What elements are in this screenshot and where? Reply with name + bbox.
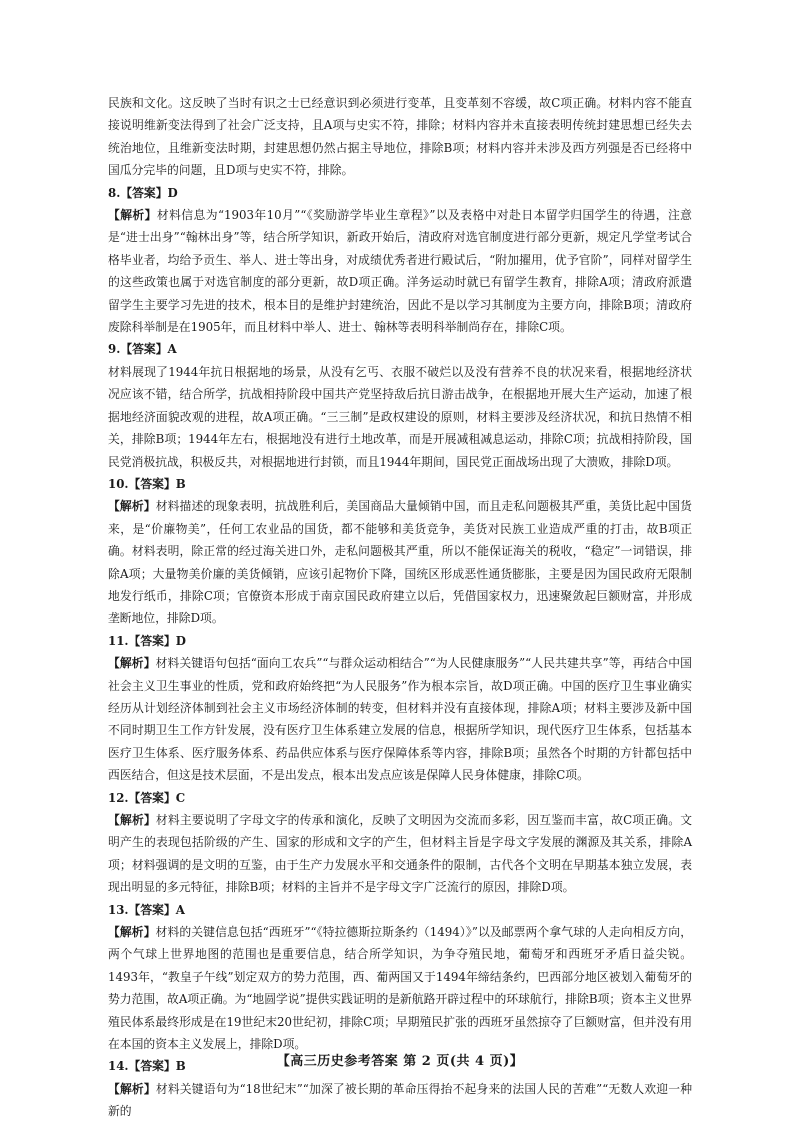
analysis-tag: 【解析】 — [108, 813, 156, 827]
answer-line — [108, 338, 692, 360]
answer-letter: D — [175, 633, 186, 648]
answer-items — [108, 182, 692, 1123]
analysis-text: 材料关键语句包括“面向工农兵”“与群众运动相结合”“为人民健康服务”“人民共建共享”等，再结合中国社会主义卫生事业的性质，党和政府始终把“为人民服务”作为根本宗旨，故D项正确。中国的医疗卫生事业确实经历从计划经济体制到社会主义市场经济体制的转变，但材料并没有直接体现，排除A项；材料主要涉及新中国不同时期卫生工作方针发展，没有医疗卫生体系建立发展的信息，根据所学知识，现代医疗卫生体系，包括基本医疗卫生体系、医疗服务体系、药品供应体系与医疗保障体系等内容，排除B项；虽然各个时期的方针都包括中西医结合，但这是技术层面，不是出发点，根本出发点应该是保障人民身体健康，排除C项。 — [108, 656, 692, 783]
analysis-paragraph — [108, 809, 692, 899]
analysis-paragraph — [108, 495, 692, 629]
answer-tag: 【答案】 — [128, 476, 176, 491]
analysis-tag: 【解析】 — [108, 499, 156, 514]
answer-letter: A — [167, 342, 177, 357]
answer-tag: 【答案】 — [128, 1059, 176, 1074]
analysis-tag: 【解析】 — [108, 208, 157, 223]
answer-tag: 【答案】 — [120, 342, 168, 357]
answer-line — [108, 630, 692, 652]
question-number: 14. — [108, 1059, 129, 1074]
analysis-paragraph — [108, 1078, 692, 1123]
question-number: 9. — [108, 342, 121, 357]
answer-letter: A — [175, 902, 185, 917]
answer-letter: C — [175, 790, 186, 805]
analysis-paragraph — [108, 652, 692, 786]
answer-line — [108, 182, 692, 204]
page-footer: 【高三历史参考答案 第 2 页(共 4 页)】 — [276, 1054, 524, 1069]
answer-letter: B — [175, 1059, 186, 1074]
answer-tag: 【答案】 — [120, 185, 168, 200]
question-number: 11. — [108, 633, 129, 648]
answer-tag: 【答案】 — [128, 790, 176, 805]
analysis-text: 材料主要说明了字母文字的传承和演化，反映了文明因为交流而多彩，因互鉴而丰富，故C项正确。文明产生的表现包括阶级的产生、国家的形成和文字的产生，但材料主旨是字母文字发展的渊源及其关系，排除A项；材料强调的是文明的互鉴，由于生产力发展水平和交通条件的限制，古代各个文明在早期基本独立发展，表现出明显的多元特征，排除B项；材料的主旨并不是字母文字广泛流行的原因，排除D项。 — [108, 813, 692, 895]
continuation-paragraph: 民族和文化。这反映了当时有识之士已经意识到必须进行变革，且变革刻不容缓，故C项正确。材料内容不能直接说明维新变法得到了社会广泛支持，且A项与史实不符，排除；材料内容并未直接表明传统封建思想已经失去统治地位，且维新变法时期，封建思想仍然占据主导地位，排除B项；材料内容并未涉及西方列强是否已经将中国瓜分完毕的问题，且D项与史实不符，排除。 — [108, 96, 692, 178]
question-number: 8. — [108, 185, 121, 200]
analysis-text: 材料描述的现象表明，抗战胜利后，美国商品大量倾销中国，而且走私问题极其严重，美货比起中国货来，是“价廉物美”，任何工农业品的国货，都不能够和美货竞争，美货对民族工业造成严重的打击，故B项正确。材料表明，除正常的经过海关进口外，走私问题极其严重，所以不能保证海关的税收，“稳定”一词错误，排除A项；大量物美价廉的美货倾销，应该引起物价下降，国统区形成恶性通货膨胀，主要是因为国民政府无限制地发行纸币，排除C项；官僚资本形成于南京国民政府建立以后，凭借国家权力，迅速聚敛起巨额财富，并形成垄断地位，排除D项。 — [108, 499, 693, 626]
answer-line — [108, 899, 692, 921]
analysis-text: 材料的关键信息包括“西班牙”“《特拉德斯拉斯条约（1494）》”以及邮票两个拿气球的人走向相反方向，两个气球上世界地图的范围也是重要信息，结合所学知识，为争夺殖民地，葡萄牙和西班牙矛盾日益尖锐。1493年，“教皇子午线”划定双方的势力范围，西、葡两国又于1494年缔结条约，巴西部分地区被划入葡萄牙的势力范围，故A项正确。为“地圆学说”提供实践证明的是新航路开辟过程中的环球航行，排除B项；资本主义世界殖民体系最终形成是在19世纪末20世纪初，排除C项；早期殖民扩张的西班牙虽然掠夺了巨额财富，但并没有用在本国的资本主义发展上，排除D项。 — [108, 925, 692, 1052]
question-number: 12. — [108, 790, 129, 805]
analysis-tag: 【解析】 — [108, 925, 156, 940]
answer-tag: 【答案】 — [128, 902, 176, 917]
analysis-paragraph — [108, 921, 692, 1055]
answer-letter: B — [175, 476, 186, 491]
answer-letter: D — [167, 185, 178, 200]
analysis-tag: 【解析】 — [108, 656, 156, 671]
answer-tag: 【答案】 — [128, 633, 176, 648]
analysis-paragraph — [108, 204, 692, 338]
question-number: 13. — [108, 902, 129, 917]
answer-line — [108, 787, 692, 809]
question-number: 10. — [108, 476, 129, 491]
analysis-paragraph — [108, 361, 692, 473]
analysis-text: 材料关键语句为“18世纪末”“加深了被长期的革命压得抬不起身来的法国人民的苦难”“无数人欢迎一种新的 — [108, 1081, 692, 1119]
analysis-tag: 【解析】 — [108, 1081, 156, 1096]
analysis-text: 材料信息为“1903年10月”“《奖励游学毕业生章程》”以及表格中对赴日本留学归国学生的待遇，注意是“进士出身”“翰林出身”等，结合所学知识，新政开始后，清政府对选官制度进行部分更新，规定凡学堂考试合格毕业者，均给予贡生、举人、进士等出身，对成绩优秀者进行殿试后，“附加擢用，优予官阶”，同样对留学生的这些政策也属于对选官制度的部分更新，故D项正确。洋务运动时就已有留学生教育，排除A项；清政府派遣留学生主要学习先进的技术，根本目的是维护封建统治，因此不是以学习其制度为主要方向，排除B项；清政府废除科举制是在1905年，而且材料中举人、进士、翰林等表明科举制尚存在，排除C项。 — [108, 208, 692, 335]
answer-line — [108, 473, 692, 495]
analysis-text: 材料展现了1944年抗日根据地的场景，从没有乞丐、衣服不破烂以及没有营养不良的状况来看，根据地经济状况应该不错，结合所学，抗战相持阶段中国共产党坚持敌后抗日游击战争，在根据地开展大生产运动，加速了根据地经济面貌改观的进程，故A项正确。“三三制”是政权建设的原则，材料主要涉及经济状况，和抗日热情不相关，排除B项；1944年左右，根据地没有进行土地改革，而是开展减租减息运动，排除C项；抗战相持阶段，国民党消极抗战，积极反共，对根据地进行封锁，而且1944年期间，国民党正面战场出现了大溃败，排除D项。 — [108, 364, 692, 469]
